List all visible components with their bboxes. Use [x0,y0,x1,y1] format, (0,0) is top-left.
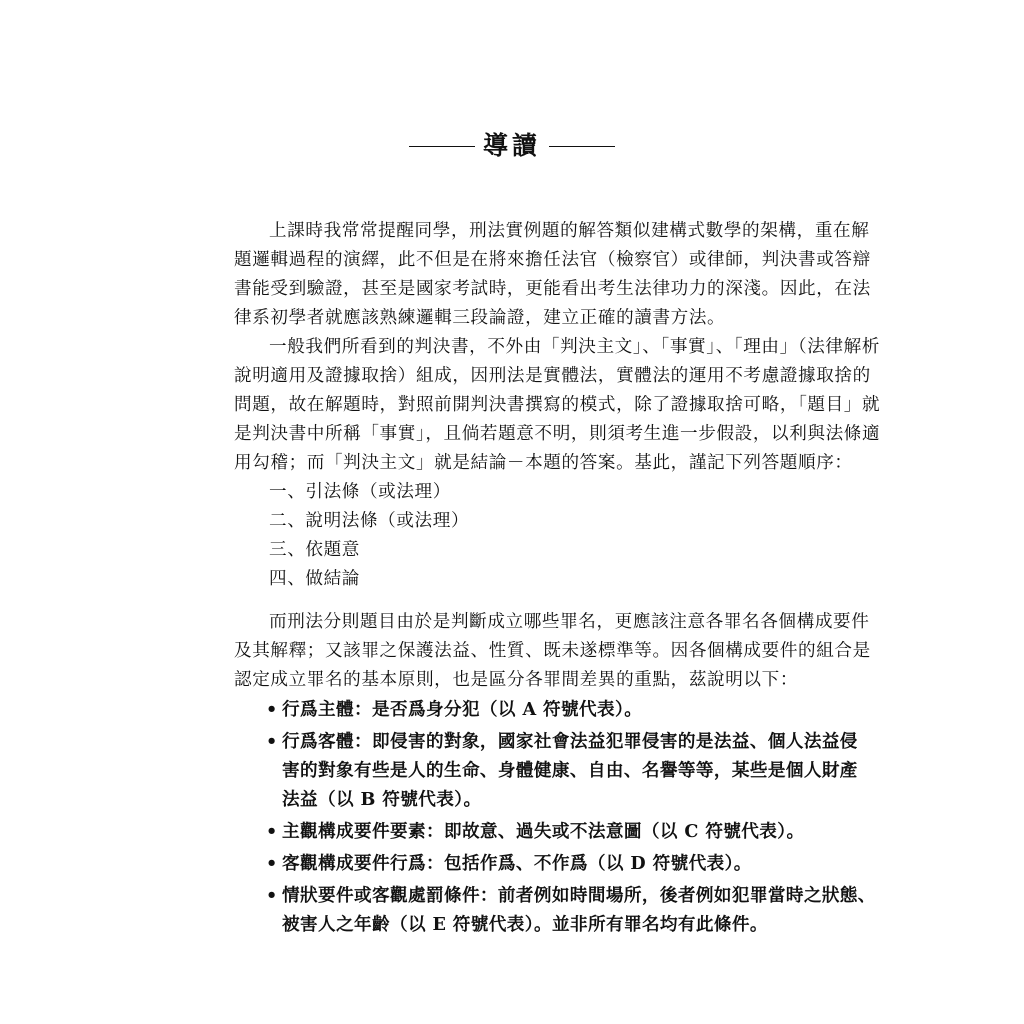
bullet-list [266,695,876,939]
text-line: 律系初學者就應該熟練邏輯三段論證，建立正確的讀書方法。 [234,308,726,328]
bullet-item [266,849,806,878]
list-item: 一、引法條（或法理） [269,482,451,502]
title-rule-left [409,146,475,147]
text-line: 認定成立罪名的基本原則，也是區分各罪間差異的重點，茲說明以下： [234,670,799,690]
text-line: 一般我們所看到的判決書，不外由「判決主文」、「事實」、「理由」（法律解析 [269,337,880,357]
bullet-text: 情狀要件或客觀處罰條件：前者例如時間場所，後者例如犯罪當時之狀態、 [282,885,876,906]
bullet-icon: • [266,853,278,874]
bullet-text: 行爲客體：即侵害的對象，國家社會法益犯罪侵害的是法益、個人法益侵 [282,731,858,752]
bullet-item [266,727,858,814]
list-item: 三、依題意 [269,540,360,560]
bullet-item [266,817,806,846]
text-line: 及其解釋；又該罪之保護法益、性質、既未遂標準等。因各個構成要件的組合是 [234,641,871,661]
text-line: 用勾稽；而「判決主文」就是結論－本題的答案。基此，謹記下列答題順序： [234,453,853,473]
bullet-icon: • [266,821,278,842]
list-item: 四、做結論 [269,569,360,589]
text-line: 上課時我常常提醒同學，刑法實例題的解答類似建構式數學的架構，重在解 [269,221,870,241]
text-line: 問題，故在解題時，對照前開判決書撰寫的模式，除了證據取捨可略，「題目」就 [234,395,881,415]
paragraph-elements [234,608,871,695]
heading [0,128,1024,164]
text-line: 說明適用及證據取捨）組成，因刑法是實體法，實體法的運用不考慮證據取捨的 [234,366,871,386]
answer-order-list [234,478,796,594]
bullet-icon: • [266,731,278,752]
bullet-item [266,695,806,724]
text-line: 而刑法分則題目由於是判斷成立哪些罪名，更應該注意各罪名各個構成要件 [269,612,870,632]
bullet-icon: • [266,699,278,720]
bullet-text: 法益（以 B 符號代表）。 [282,789,482,810]
bullet-text: 主觀構成要件要素：即故意、過失或不法意圖（以 C 符號代表）。 [282,821,805,842]
bullet-icon: • [266,885,278,906]
text-line: 題邏輯過程的演繹，此不但是在將來擔任法官（檢察官）或律師，判決書或答辯 [234,250,871,270]
title-rule-right [549,146,615,147]
list-item: 二、說明法條（或法理） [269,511,470,531]
text-line: 是判決書中所稱「事實」，且倘若題意不明，則須考生進一步假設，以利與法條適 [234,424,881,444]
bullet-text: 被害人之年齡（以 E 符號代表）。並非所有罪名均有此條件。 [282,914,768,935]
bullet-item [266,881,876,939]
paragraph-intro [234,217,881,478]
bullet-text: 行爲主體：是否爲身分犯（以 A 符號代表）。 [282,699,643,720]
bullet-text: 害的對象有些是人的生命、身體健康、自由、名譽等等，某些是個人財產 [282,760,858,781]
bullet-text: 客觀構成要件行爲：包括作爲、不作爲（以 D 符號代表）。 [282,853,752,874]
text-line: 書能受到驗證，甚至是國家考試時，更能看出考生法律功力的深淺。因此，在法 [234,279,871,299]
page-title: 導讀 [482,131,541,160]
